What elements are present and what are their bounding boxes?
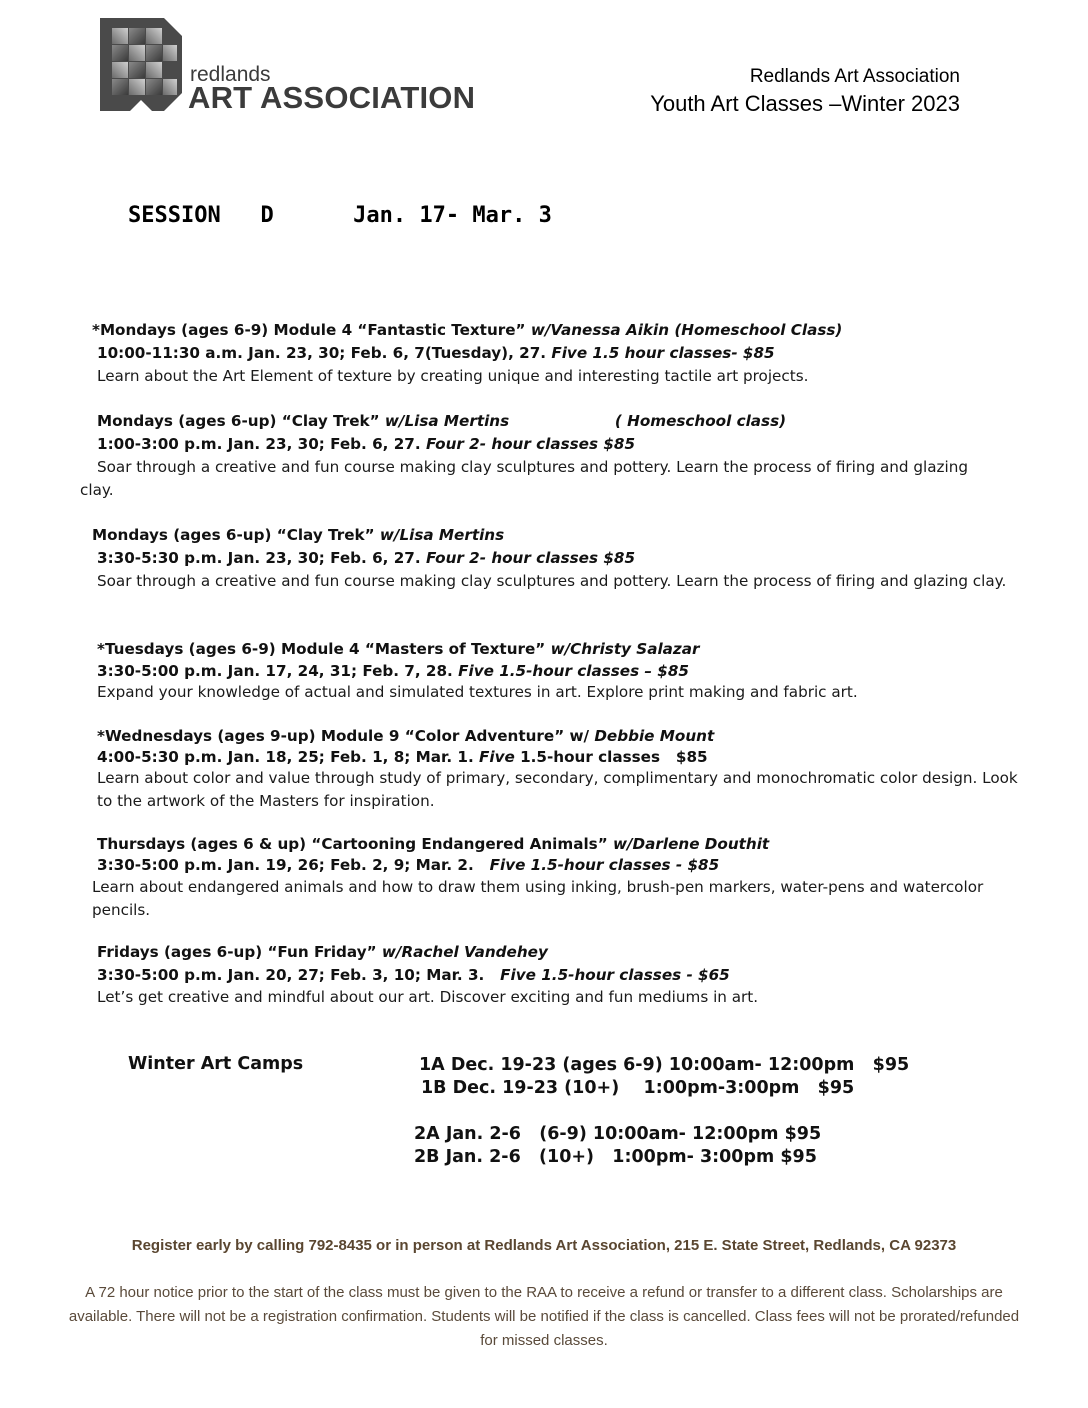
- class-time: 4:00-5:30 p.m. Jan. 18, 25; Feb. 1, 8; Mar. 1. Five 1.5-hour classes $85: [97, 748, 708, 766]
- class-time: 3:30-5:30 p.m. Jan. 23, 30; Feb. 6, 27. Four 2- hour classes $85: [97, 549, 636, 567]
- header-org: Redlands Art Association: [749, 66, 960, 87]
- class-time: 3:30-5:00 p.m. Jan. 17, 24, 31; Feb. 7, 28. Five 1.5-hour classes – $85: [97, 662, 689, 680]
- logo-big-text: ART ASSOCIATION: [188, 80, 476, 115]
- class-description: Learn about color and value through study of primary, secondary, complimentary and monochromatic color design. Look to the artwork of the Masters for inspiration.: [97, 769, 1018, 810]
- camps-label: Winter Art Camps: [128, 1054, 304, 1074]
- class-description: Expand your knowledge of actual and simulated textures in art. Explore print making and fabric art.: [97, 683, 858, 701]
- class-title: Mondays (ages 6-up) “Clay Trek” w/Lisa Mertins: [92, 526, 505, 544]
- session-heading: SESSION D Jan. 17- Mar. 3: [128, 203, 552, 228]
- class-time: 1:00-3:00 p.m. Jan. 23, 30; Feb. 6, 27. Four 2- hour classes $85: [97, 435, 636, 453]
- class-title: Thursdays (ages 6 & up) “Cartooning Endangered Animals” w/Darlene Douthit: [97, 835, 770, 853]
- camp-line: 1B Dec. 19-23 (10+) 1:00pm-3:00pm $95: [421, 1078, 855, 1098]
- class-title: *Mondays (ages 6-9) Module 4 “Fantastic Texture” w/Vanessa Aikin (Homeschool Class): [92, 321, 843, 339]
- camp-line: 2B Jan. 2-6 (10+) 1:00pm- 3:00pm $95: [414, 1147, 817, 1167]
- class-title: *Wednesdays (ages 9-up) Module 9 “Color Adventure” w/ Debbie Mount: [97, 727, 715, 745]
- class-description: Soar through a creative and fun course making clay sculptures and pottery. Learn the process of firing and glazing clay.: [97, 572, 1007, 590]
- class-time: 10:00-11:30 a.m. Jan. 23, 30; Feb. 6, 7(Tuesday), 27. Five 1.5 hour classes- $85: [97, 344, 775, 362]
- class-title: *Tuesdays (ages 6-9) Module 4 “Masters of Texture” w/Christy Salazar: [97, 640, 700, 658]
- class-time: 3:30-5:00 p.m. Jan. 19, 26; Feb. 2, 9; Mar. 2. Five 1.5-hour classes - $85: [97, 856, 720, 874]
- class-title: Mondays (ages 6-up) “Clay Trek” w/Lisa Mertins ( Homeschool class): [97, 412, 787, 430]
- footer-register: Register early by calling 792-8435 or in person at Redlands Art Association, 215 E. State Street, Redlands, CA 92373: [131, 1237, 957, 1254]
- camp-line: 1A Dec. 19-23 (ages 6-9) 10:00am- 12:00pm $95: [419, 1055, 910, 1075]
- class-description: Let’s get creative and mindful about our art. Discover exciting and fun mediums in art.: [97, 988, 759, 1006]
- logo-mark-icon: [100, 18, 182, 111]
- class-time: 3:30-5:00 p.m. Jan. 20, 27; Feb. 3, 10; Mar. 3. Five 1.5-hour classes - $65: [97, 966, 730, 984]
- logo-small-text: redlands: [190, 63, 271, 86]
- class-description: Learn about the Art Element of texture by creating unique and interesting tactile art projects.: [97, 367, 809, 385]
- class-description: Learn about endangered animals and how to draw them using inking, brush-pen markers, water-pens and watercolor pencils.: [92, 878, 984, 919]
- camp-line: 2A Jan. 2-6 (6-9) 10:00am- 12:00pm $95: [414, 1124, 822, 1144]
- footer-notice: A 72 hour notice prior to the start of the class must be given to the RAA to receive a refund or transfer to a different class. Scholarships are available. There will not be a registration confirmation. Students will be notified if the class is cancelled. Class fees will not be prorated/refunded for missed classes.: [68, 1284, 1020, 1349]
- header-title: Youth Art Classes –Winter 2023: [650, 91, 960, 116]
- class-title: Fridays (ages 6-up) “Fun Friday” w/Rachel Vandehey: [97, 943, 548, 961]
- class-description: Soar through a creative and fun course making clay sculptures and pottery. Learn the process of firing and glazing clay.: [80, 458, 968, 499]
